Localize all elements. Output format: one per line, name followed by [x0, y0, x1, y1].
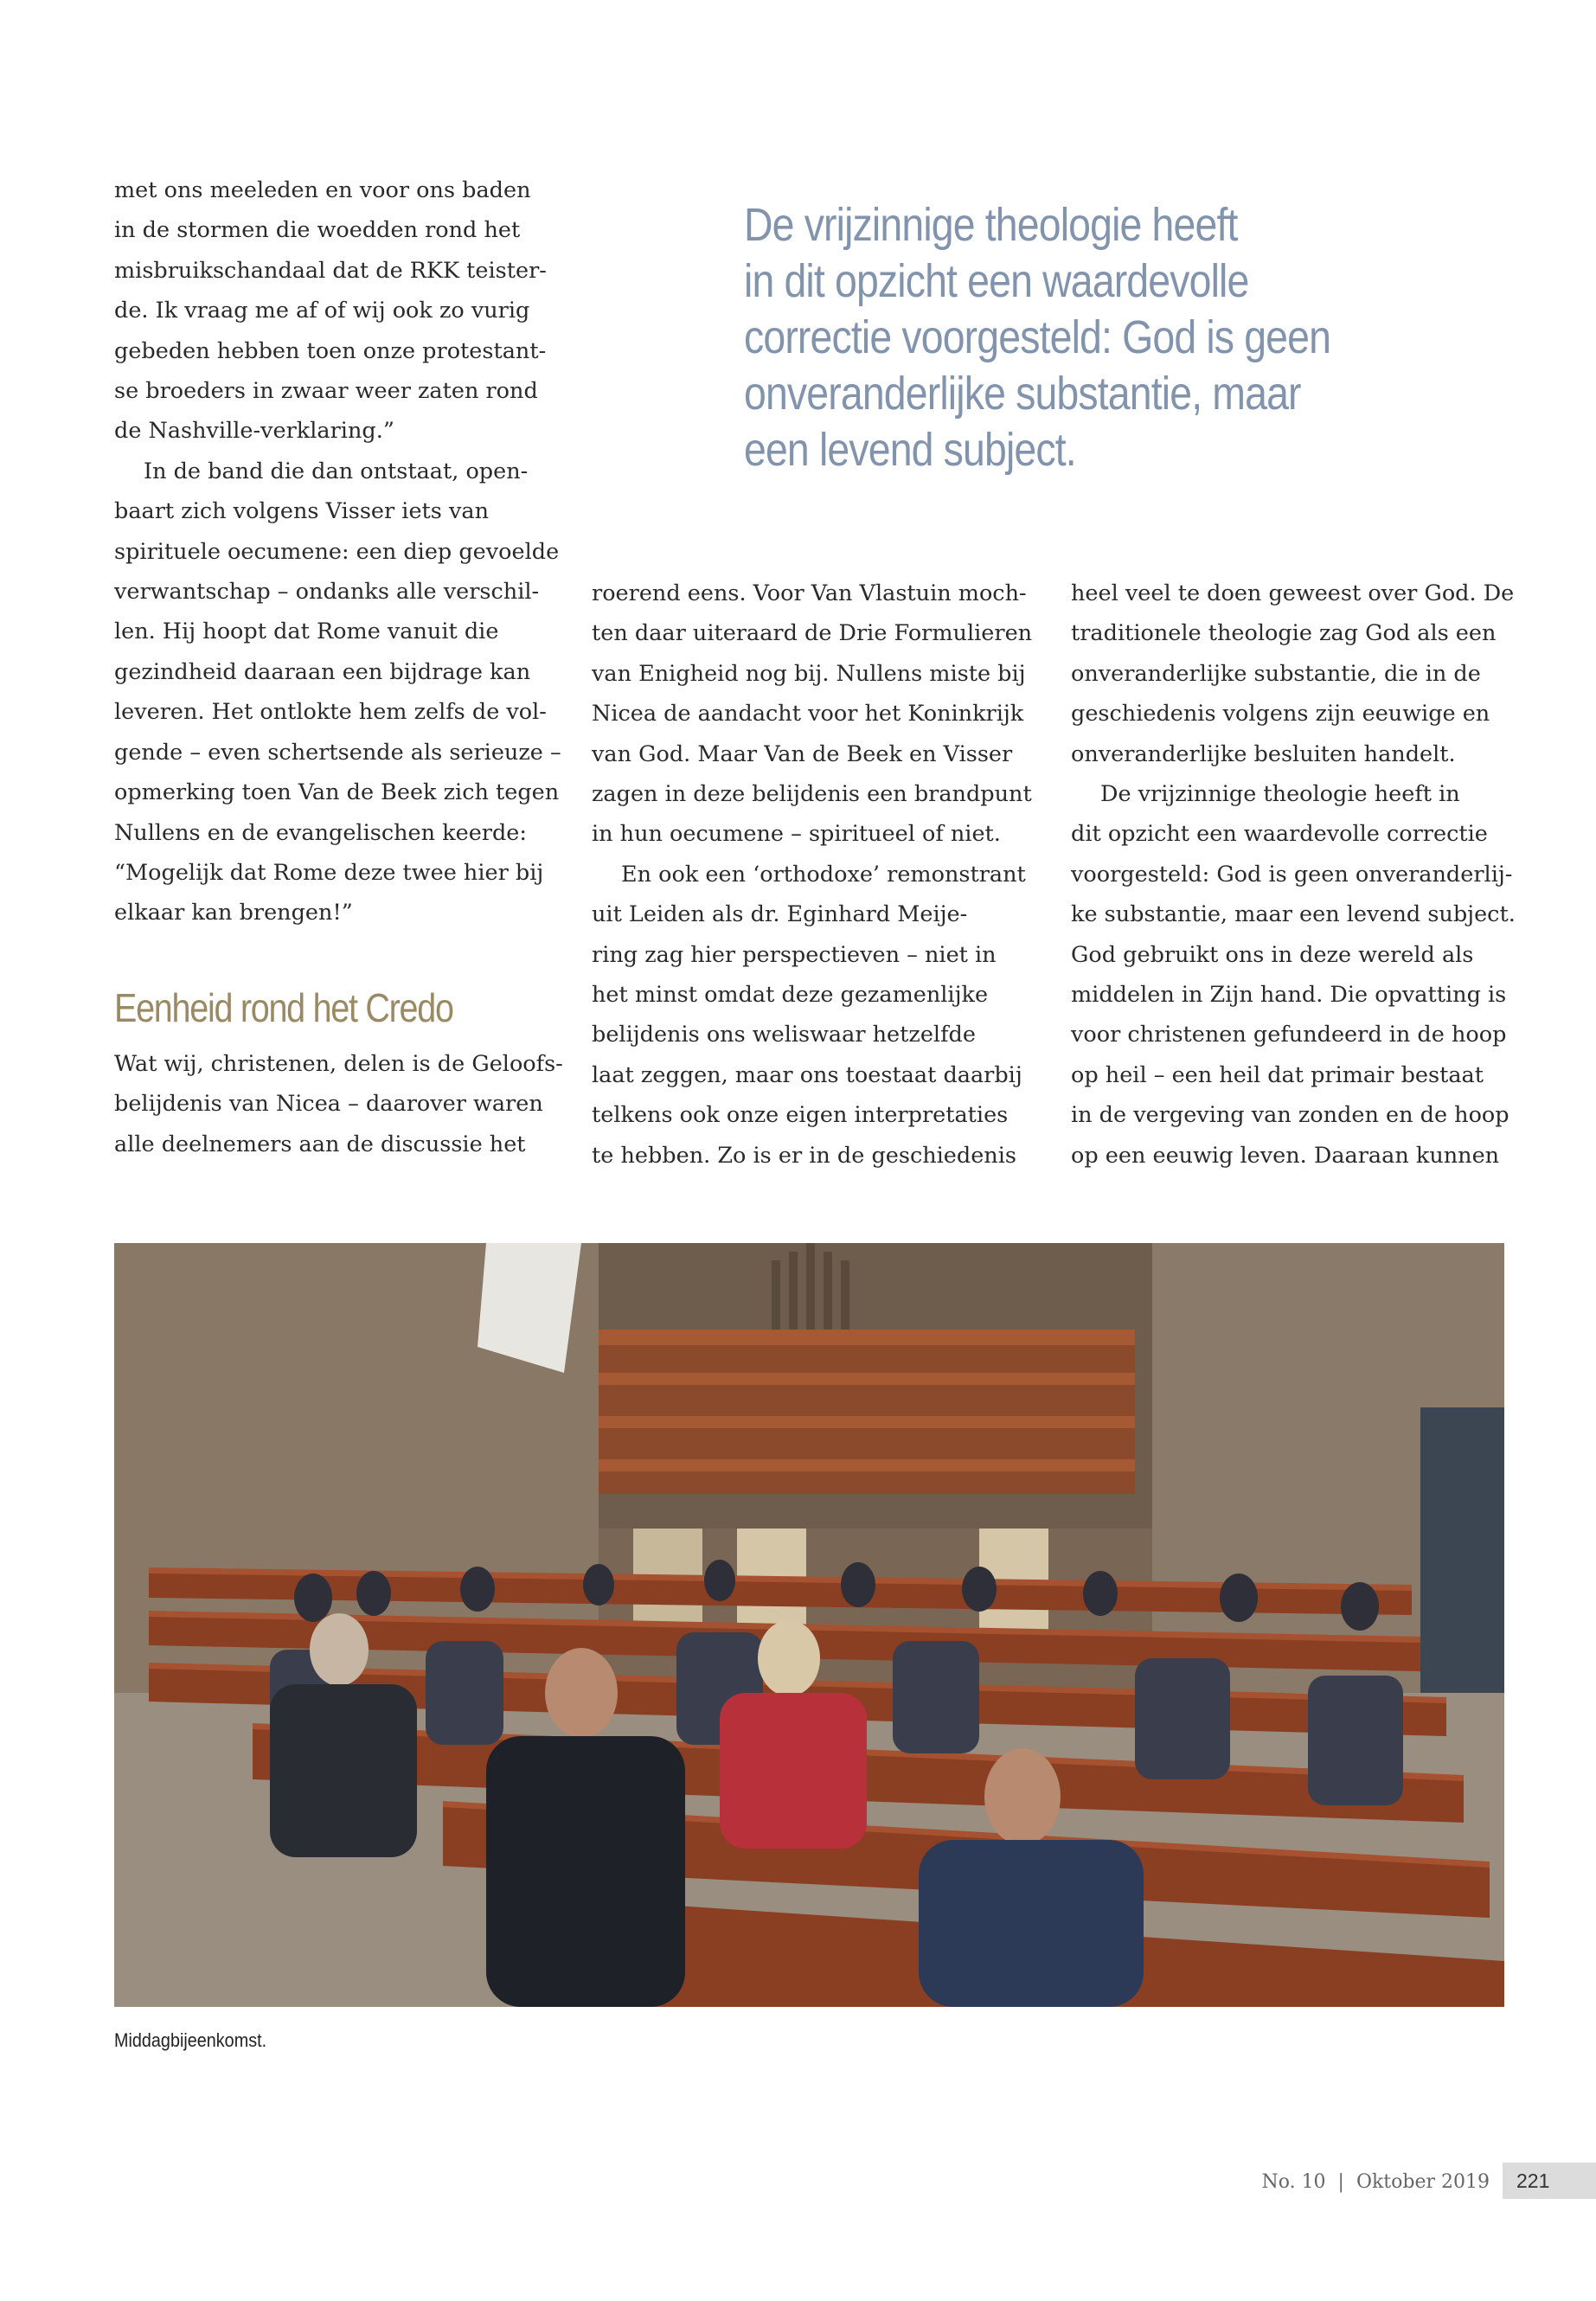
article-column-2	[592, 574, 1042, 1176]
text-line: misbruikschandaal dat de RKK teister-	[114, 257, 547, 284]
text-line: onveranderlijke besluiten handelt.	[1071, 740, 1456, 767]
text-line: geschiedenis volgens zijn eeuwige en	[1071, 701, 1490, 727]
pull-quote-line: De vrijzinnige theologie heeft	[744, 199, 1238, 251]
section-heading: Eenheid rond het Credo	[114, 984, 453, 1030]
text-line: De vrijzinnige theologie heeft in	[1100, 781, 1460, 808]
text-line: In de band die dan ontstaat, open-	[144, 458, 529, 484]
text-line: belijdenis van Nicea – daarover waren	[114, 1091, 543, 1118]
footer-issue-date: No. 10 | Oktober 2019	[1261, 2171, 1490, 2193]
pull-quote-line: onveranderlijke substantie, maar	[744, 368, 1301, 420]
article-column-1	[114, 170, 564, 1164]
text-line: roerend eens. Voor Van Vlastuin moch-	[592, 580, 1027, 606]
text-line: voor christenen gefundeerd in de hoop	[1071, 1022, 1507, 1048]
text-line: van God. Maar Van de Beek en Visser	[592, 740, 1013, 767]
text-line: het minst omdat deze gezamenlijke	[592, 982, 989, 1009]
text-line: Nullens en de evangelischen keerde:	[114, 819, 527, 846]
text-line: traditionele theologie zag God als een	[1071, 620, 1497, 647]
text-line: te hebben. Zo is er in de geschiedenis	[592, 1142, 1016, 1169]
text-line: in hun oecumene – spiritueel of niet.	[592, 821, 1001, 848]
text-line: de. Ik vraag me af of wij ook zo vurig	[114, 298, 530, 324]
text-line: dit opzicht een waardevolle correctie	[1071, 821, 1488, 848]
text-line: gende – even schertsende als serieuze –	[114, 739, 561, 766]
paragraph	[1071, 774, 1521, 1176]
text-line: Wat wij, christenen, delen is de Geloofs-	[114, 1050, 563, 1077]
paragraph	[114, 452, 564, 933]
text-line: leveren. Het ontlokte hem zelfs de vol-	[114, 699, 547, 726]
text-line: se broeders in zwaar weer zaten rond	[114, 378, 538, 405]
text-line: gebeden hebben toen onze protestant-	[114, 337, 547, 364]
text-line: op heil – een heil dat primair bestaat	[1071, 1061, 1484, 1088]
text-line: alle deelnemers aan de discussie het	[114, 1131, 526, 1157]
church-meeting-photo	[114, 1243, 1504, 2007]
text-line: baart zich volgens Visser iets van	[114, 498, 490, 525]
text-line: uit Leiden als dr. Eginhard Meije-	[592, 901, 968, 928]
pull-quote-line: correctie voorgesteld: God is geen	[744, 311, 1331, 363]
text-line: zagen in deze belijdenis een brandpunt	[592, 781, 1032, 808]
text-line: in de vergeving van zonden en de hoop	[1071, 1102, 1509, 1129]
text-line: laat zeggen, maar ons toestaat daarbij	[592, 1061, 1022, 1088]
text-line: “Mogelijk dat Rome deze twee hier bij	[114, 859, 544, 886]
article-column-3	[1071, 574, 1521, 1176]
text-line: van Enigheid nog bij. Nullens miste bij	[592, 660, 1026, 687]
text-line: len. Hij hoopt dat Rome vanuit die	[114, 619, 499, 645]
text-line: God gebruikt ons in deze wereld als	[1071, 941, 1474, 968]
text-line: in de stormen die woedden rond het	[114, 217, 521, 244]
text-line: opmerking toen Van de Beek zich tegen	[114, 779, 560, 806]
text-line: verwantschap – ondanks alle verschil-	[114, 579, 540, 606]
text-line: gezindheid daaraan een bijdrage kan	[114, 658, 531, 685]
text-line: ring zag hier perspectieven – niet in	[592, 941, 997, 968]
text-line: met ons meeleden en voor ons baden	[114, 177, 531, 203]
text-line: voorgesteld: God is geen onveranderlij-	[1071, 861, 1513, 888]
paragraph	[592, 574, 1042, 855]
text-line: ten daar uiteraard de Drie Formulieren	[592, 620, 1033, 647]
photo-illustration	[114, 1243, 1504, 2007]
pull-quote-line: een levend subject.	[744, 424, 1076, 476]
pull-quote	[744, 197, 1401, 478]
paragraph	[114, 1044, 564, 1164]
text-line: de Nashville-verklaring.”	[114, 418, 394, 445]
text-line: telkens ook onze eigen interpretaties	[592, 1102, 1009, 1129]
text-line: op een eeuwig leven. Daaraan kunnen	[1071, 1142, 1500, 1169]
paragraph	[114, 170, 564, 452]
photo-caption: Middagbijeenkomst.	[114, 2029, 267, 2051]
paragraph	[1071, 574, 1521, 774]
pull-quote-line: in dit opzicht een waardevolle	[744, 255, 1249, 307]
text-line: Nicea de aandacht voor het Koninkrijk	[592, 701, 1024, 727]
text-line: onveranderlijke substantie, die in de	[1071, 660, 1481, 687]
text-line: heel veel te doen geweest over God. De	[1071, 580, 1515, 606]
text-line: En ook een ‘orthodoxe’ remonstrant	[621, 861, 1026, 888]
text-line: elkaar kan brengen!”	[114, 900, 353, 926]
paragraph	[592, 855, 1042, 1176]
text-line: ke substantie, maar een levend subject.	[1071, 901, 1516, 928]
page-number: 221	[1503, 2163, 1596, 2199]
text-line: belijdenis ons weliswaar hetzelfde	[592, 1022, 976, 1048]
text-line: spirituele oecumene: een diep gevoelde	[114, 538, 560, 565]
text-line: middelen in Zijn hand. Die opvatting is	[1071, 982, 1507, 1009]
